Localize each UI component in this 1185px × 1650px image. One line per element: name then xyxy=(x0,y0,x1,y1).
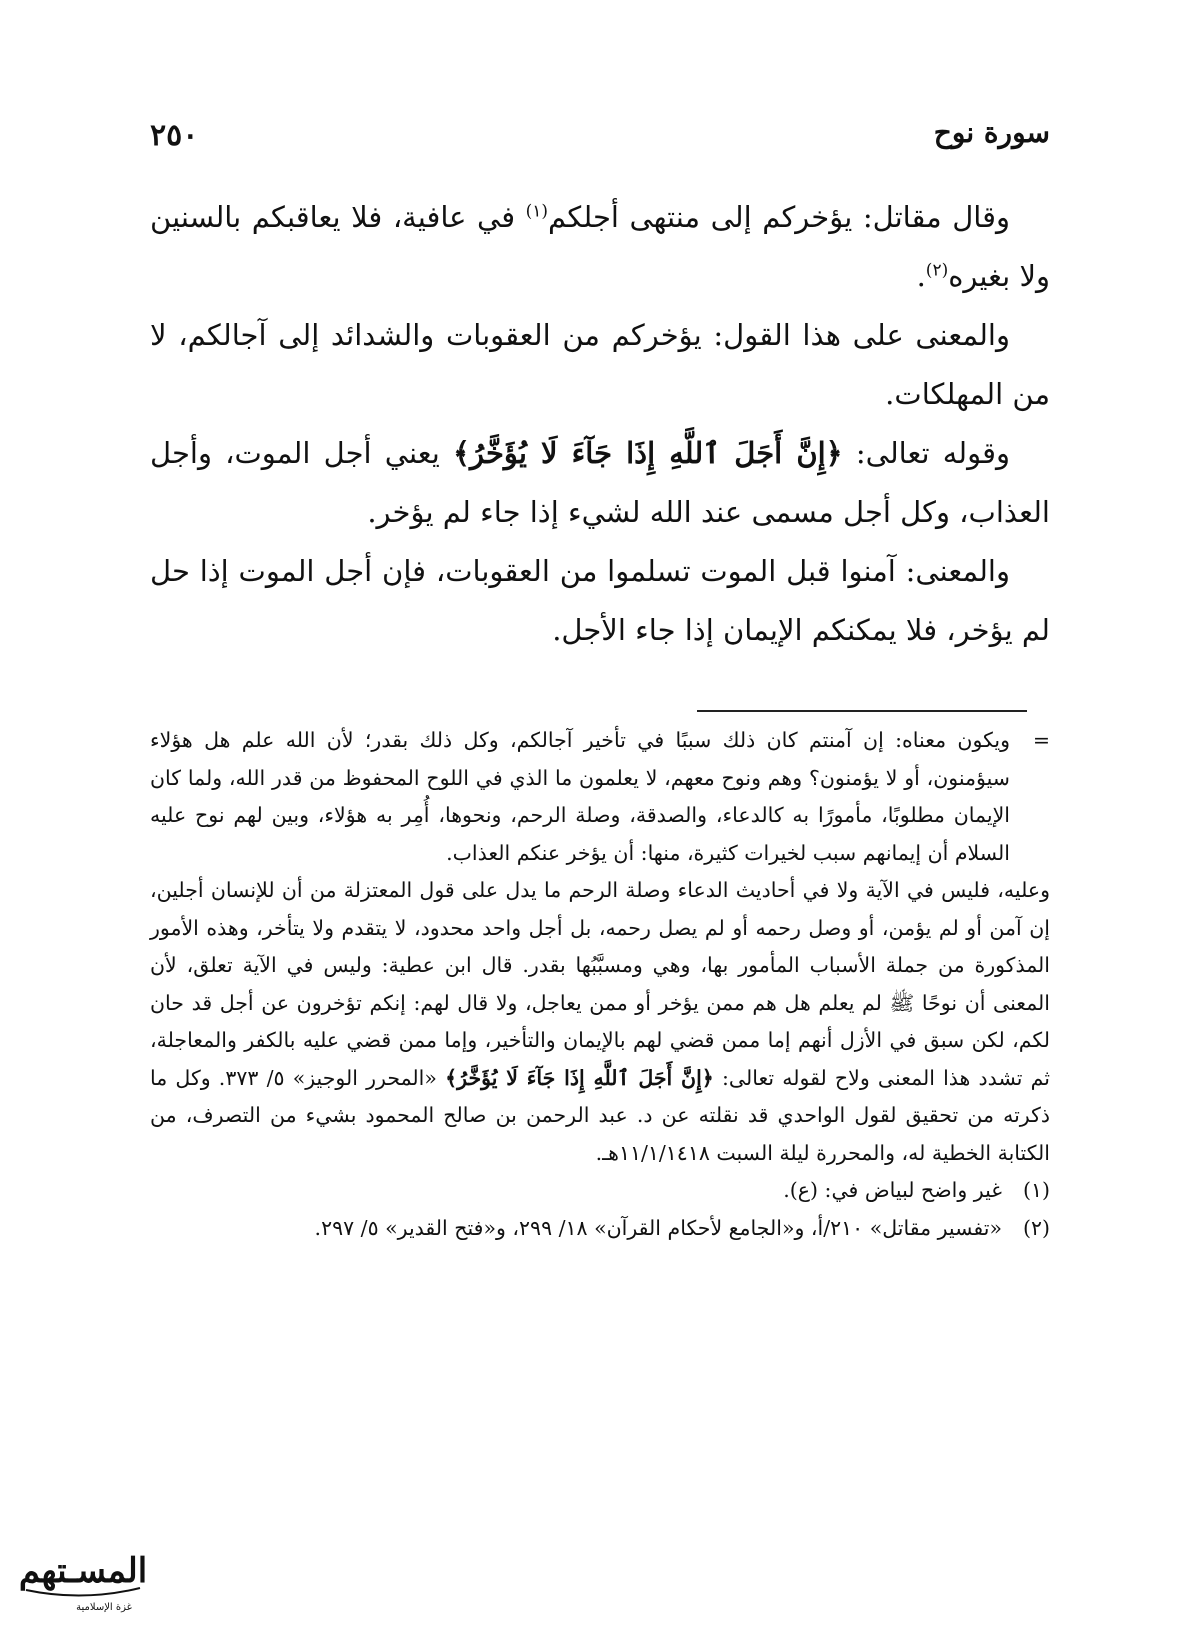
continuation-mark: = xyxy=(1032,728,1050,752)
footnote-number: (١) xyxy=(1022,1178,1050,1202)
main-paragraph-3: وقوله تعالى: ﴿إِنَّ أَجَلَ ٱللَّهِ إِذَا جَآءَ لَا يُؤَخَّرُ﴾ يعني أجل الموت، وأجل العذاب، وكل أجل مسمى عند الله لشيء إذا جاء لم يؤخر. xyxy=(150,436,1050,529)
footnote-separator xyxy=(697,710,1027,712)
logo-subtext: غزة الإسلامية xyxy=(76,1602,132,1613)
footnote-1 xyxy=(150,1172,1050,1210)
surah-title: سورة نوح xyxy=(933,116,1050,149)
publisher-logo xyxy=(8,1530,158,1620)
footnote-text: «تفسير مقاتل» ٢١٠/أ، و«الجامع لأحكام القرآن» ١٨/ ٢٩٩، و«فتح القدير» ٥/ ٢٩٧. xyxy=(314,1215,1002,1240)
page-number: ٢٥٠ xyxy=(150,118,199,153)
footnote-continuation: = ويكون معناه: إن آمنتم كان ذلك سببًا في تأخير آجالكم، وكل ذلك بقدر؛ لأن الله علم هل هؤلاء سيؤمنون، أو لا يؤمنون؟ وهم ونوح معهم، لا يعلمون ما الذي في اللوح المحفوظ من قدر الله، ولما كان الإيمان مطلوبًا، مأمورًا به كالدعاء، والصدقة، وصلة الرحم، ونحوها، أُمِر به هؤلاء، وبين لهم نوح عليه السلام أن إيمانهم سبب لخيرات كثيرة، منها: أن يؤخر عنكم العذاب. xyxy=(150,722,1050,872)
quran-verse-footnote: ﴿إِنَّ أَجَلَ ٱللَّهِ إِذَا جَآءَ لَا يُؤَخَّرُ﴾ xyxy=(445,1065,714,1090)
main-paragraph-1: وقال مقاتل: يؤخركم إلى منتهى أجلكم$^{(١)}$ في عافية، فلا يعاقبكم بالسنين ولا بغيره$^{(٢)}$. xyxy=(150,200,1050,293)
footnotes xyxy=(150,722,1050,1247)
running-header xyxy=(150,116,1050,160)
footnote-text: غير واضح لبياض في: (ع). xyxy=(783,1178,1002,1202)
main-text xyxy=(150,188,1050,660)
logo-text: المسـتهم xyxy=(18,1551,148,1591)
footnote-number: (٢) xyxy=(1022,1215,1050,1240)
footnote-2 xyxy=(150,1210,1050,1248)
footnote-ref-1[interactable]: (١) xyxy=(525,201,549,222)
footnote-ref-2[interactable]: (٢) xyxy=(925,260,949,281)
quran-verse: ﴿إِنَّ أَجَلَ ٱللَّهِ إِذَا جَآءَ لَا يُؤَخَّرُ﴾ xyxy=(452,436,843,470)
main-paragraph-2: والمعنى على هذا القول: يؤخركم من العقوبات والشدائد إلى آجالكم، لا من المهلكات. xyxy=(150,318,1050,411)
main-paragraph-4: والمعنى: آمنوا قبل الموت تسلموا من العقوبات، فإن أجل الموت إذا حل لم يؤخر، فلا يمكنكم الإيمان إذا جاء الأجل. xyxy=(150,554,1050,647)
footnote-paragraph: وعليه، فليس في الآية ولا في أحاديث الدعاء وصلة الرحم ما يدل على قول المعتزلة من أن للإنسان أجلين، إن آمن أو لم يؤمن، أو وصل رحمه أو لم يصل رحمه، بل أجل واحد محدود، لا يتقدم ولا يتأخر، وهذه الأمور المذكورة من جملة الأسباب المأمور بها، وهي ومسبَّبُها بقدر. قال ابن عطية: وليس في الآية تعلق، لأن المعنى أن نوحًا ﷺ لم يعلم هل هم ممن يؤخر أو ممن يعاجل، ولا قال لهم: إنكم تؤخرون عن أجل قد حان لكم، لكن سبق في الأزل أنهم إما ممن قضي لهم بالإيمان والتأخير، وإما ممن قضي عليه بالكفر والمعاجلة، ثم تشدد هذا المعنى ولاح لقوله تعالى: ﴿إِنَّ أَجَلَ ٱللَّهِ إِذَا جَآءَ لَا يُؤَخَّرُ﴾ «المحرر الوجيز» ٥/ ٣٧٣. وكل ما ذكرته من تحقيق لقول الواحدي قد نقلته عن د. عبد الرحمن بن صالح المحمود بشيء من التصرف، من الكتابة الخطية له، والمحررة ليلة السبت ١١/١/١٤١٨هـ. xyxy=(150,878,1050,1165)
